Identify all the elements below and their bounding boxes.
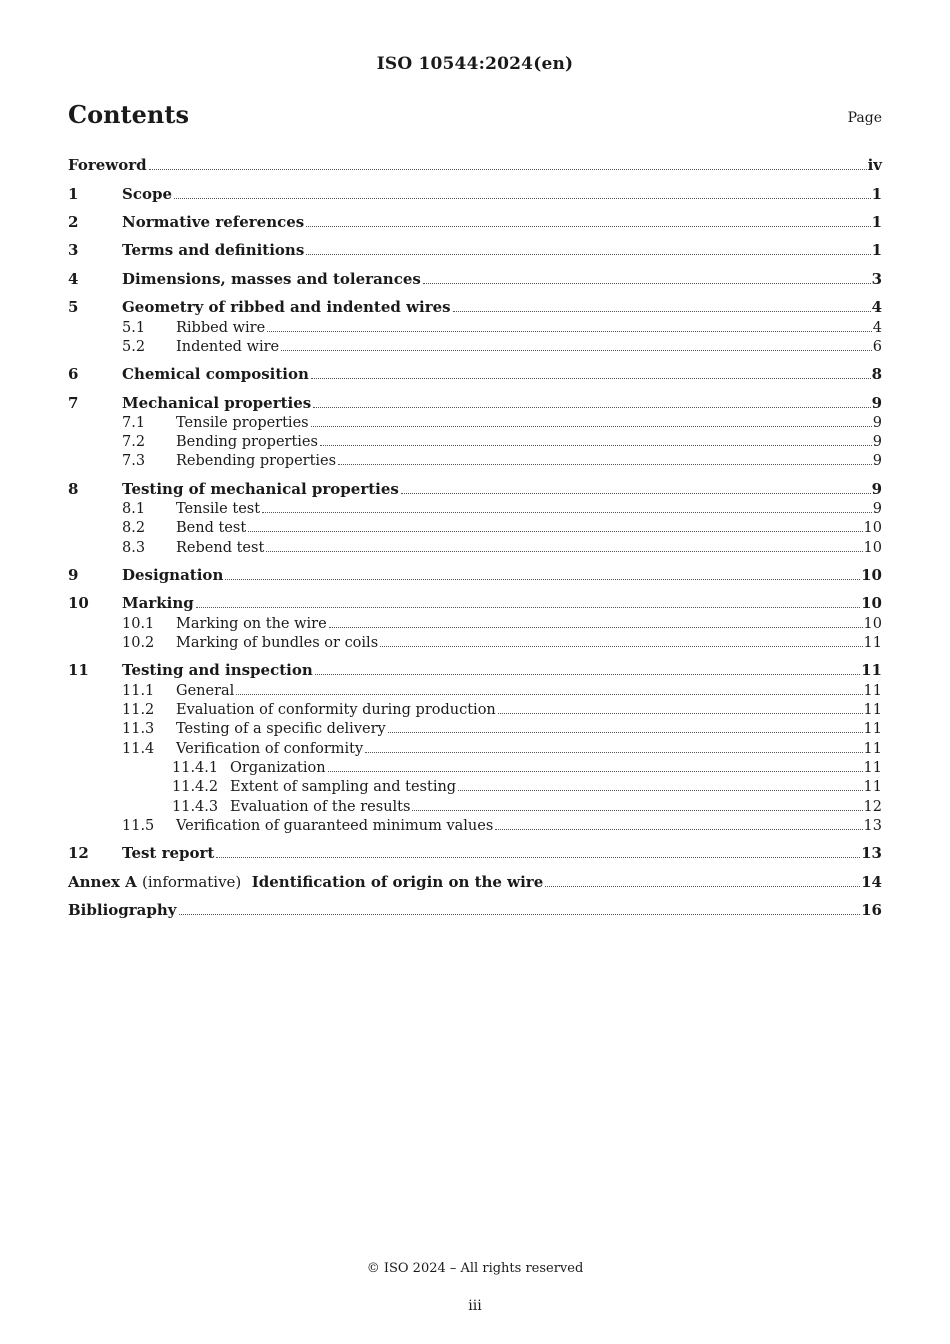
page-column-label: Page (847, 110, 882, 126)
toc-entry[interactable] (68, 316, 882, 336)
toc-entry-title: Designation (122, 566, 224, 584)
toc-entry[interactable] (68, 814, 882, 834)
toc-entry-title: Rebend test (176, 540, 265, 556)
toc-entry[interactable] (68, 183, 882, 203)
toc-entry-number: 6 (68, 365, 79, 383)
toc-entry-page: 9 (872, 453, 882, 469)
dot-leader (196, 607, 860, 608)
toc-entry-number: 8.1 (122, 501, 146, 517)
toc-entry-title: Testing and inspection (122, 661, 313, 679)
toc-entry-number: 7.3 (122, 453, 146, 469)
toc-entry-title: Marking on the wire (176, 616, 327, 632)
toc-entry-page: 10 (863, 520, 882, 536)
toc-entry[interactable] (68, 268, 882, 288)
toc-entry-page: 3 (871, 270, 882, 288)
toc-entry-title: Geometry of ribbed and indented wires (122, 298, 451, 316)
toc-entry[interactable] (68, 478, 882, 498)
toc-entry-page: 11 (861, 661, 882, 679)
toc-entry-title: Verification of guaranteed minimum values (176, 818, 494, 834)
toc-entry-page: 10 (863, 616, 882, 632)
toc-entry-page: 13 (863, 818, 882, 834)
toc-entry-page: 9 (872, 434, 882, 450)
dot-leader (338, 464, 872, 465)
toc-entry-page: 11 (863, 702, 882, 718)
toc-entry-number: 4 (68, 270, 79, 288)
toc-entry-number: 5.2 (122, 339, 146, 355)
toc-entry-number: 3 (68, 241, 79, 259)
toc-entry[interactable] (68, 698, 882, 718)
toc-entry[interactable] (68, 430, 882, 450)
toc-entry-number: 10.2 (122, 635, 155, 651)
toc-entry-page: 1 (871, 185, 882, 203)
dot-leader (311, 426, 872, 427)
toc-entry[interactable] (68, 449, 882, 469)
toc-entry-page: 9 (871, 394, 882, 412)
dot-leader (401, 493, 871, 494)
dot-leader (236, 694, 862, 695)
toc-entry-title: General (176, 683, 235, 699)
dot-leader (380, 646, 862, 647)
dot-leader (281, 350, 872, 351)
toc-entry-page: 10 (861, 594, 882, 612)
toc-entry-title: Bibliography (68, 901, 177, 919)
toc-entry[interactable] (68, 411, 882, 431)
toc-entry-number: 9 (68, 566, 79, 584)
toc-entry-title: Test report (122, 844, 215, 862)
toc-entry-page: 11 (863, 779, 882, 795)
toc-entry-page: 16 (861, 901, 882, 919)
dot-leader (412, 810, 862, 811)
toc-entry-number: 7.1 (122, 415, 146, 431)
toc-entry-number: 11.4.3 (172, 799, 219, 815)
toc-entry-title: Ribbed wire (176, 320, 266, 336)
dot-leader (216, 857, 860, 858)
toc-entry-title: Testing of mechanical properties (122, 480, 399, 498)
toc-entry[interactable] (68, 679, 882, 699)
toc-entry-page: 13 (861, 844, 882, 862)
annex-title: Identification of origin on the wire (251, 873, 544, 891)
toc-entry-title: Bend test (176, 520, 247, 536)
toc-entry-number: 10 (68, 594, 89, 612)
dot-leader (423, 283, 871, 284)
toc-entry-title: Normative references (122, 213, 305, 231)
toc-entry[interactable] (68, 211, 882, 231)
page-number: iii (468, 1298, 482, 1314)
toc-entry-page: 11 (863, 683, 882, 699)
toc-entry-title: Testing of a specific delivery (176, 721, 386, 737)
toc-entry-page: 4 (872, 320, 882, 336)
dot-leader (313, 407, 870, 408)
toc-entry-number: 7.2 (122, 434, 146, 450)
dot-leader (149, 169, 867, 170)
toc-entry-number: 1 (68, 185, 79, 203)
toc-entry[interactable] (68, 363, 882, 383)
toc-entry-page: iv (867, 156, 882, 174)
toc-entry[interactable] (68, 775, 882, 795)
toc-entry-page: 10 (861, 566, 882, 584)
toc-entry-page: 11 (863, 721, 882, 737)
dot-leader (545, 886, 860, 887)
toc-entry[interactable] (68, 296, 882, 316)
toc-entry-page: 1 (871, 213, 882, 231)
toc-entry-number: 10.1 (122, 616, 155, 632)
dot-leader (174, 198, 871, 199)
dot-leader (495, 829, 862, 830)
toc-entry-title: Marking of bundles or coils (176, 635, 379, 651)
toc-entry-page: 9 (872, 415, 882, 431)
toc-entry[interactable] (68, 564, 882, 584)
dot-leader (306, 254, 870, 255)
toc-entry-number: 11.4.1 (172, 760, 219, 776)
dot-leader (365, 752, 862, 753)
dot-leader (453, 311, 871, 312)
toc-entry[interactable] (68, 497, 882, 517)
dot-leader (225, 579, 860, 580)
toc-entry-title: Bending properties (176, 434, 318, 450)
toc-entry-title: Rebending properties (176, 453, 337, 469)
toc-entry[interactable] (68, 592, 882, 612)
toc-entry-number: 8 (68, 480, 79, 498)
toc-entry-title: Dimensions, masses and tolerances (122, 270, 421, 288)
toc-entry-number: 11.1 (122, 683, 155, 699)
toc-entry-page: 11 (863, 635, 882, 651)
toc-entry[interactable] (68, 842, 882, 862)
document-id: ISO 10544:2024(en) (376, 54, 574, 74)
dot-leader (248, 531, 862, 532)
toc-entry-title: Marking (122, 594, 194, 612)
toc-entry-title: Chemical composition (122, 365, 309, 383)
toc-entry-title: Scope (122, 185, 173, 203)
toc-entry[interactable] (68, 899, 882, 919)
toc-entry-number: 8.2 (122, 520, 146, 536)
toc-entry-number: 2 (68, 213, 79, 231)
toc-entry-title: Terms and definitions (122, 241, 305, 259)
dot-leader (179, 914, 861, 915)
toc-entry-page: 4 (871, 298, 882, 316)
toc-entry-title: Organization (230, 760, 326, 776)
toc-entry-number: 5.1 (122, 320, 146, 336)
dot-leader (498, 713, 863, 714)
toc-entry-number: 11.2 (122, 702, 155, 718)
toc-entry-page: 11 (863, 741, 882, 757)
toc-entry[interactable] (68, 756, 882, 776)
toc-entry-page: 8 (871, 365, 882, 383)
toc-entry[interactable] (68, 717, 882, 737)
toc-entry-title: Evaluation of conformity during production (176, 702, 496, 718)
toc-entry-number: 11.5 (122, 818, 155, 834)
toc-entry-title: Indented wire (176, 339, 280, 355)
toc-entry[interactable] (68, 154, 882, 174)
toc-entry[interactable] (68, 659, 882, 679)
toc-entry-page: 11 (863, 760, 882, 776)
toc-entry[interactable] (68, 871, 882, 891)
toc-entry-title: Evaluation of the results (230, 799, 411, 815)
toc-entry-number: 11.4 (122, 741, 155, 757)
dot-leader (315, 674, 860, 675)
dot-leader (262, 512, 872, 513)
contents-title: Contents (68, 100, 189, 129)
toc-entry-title: Verification of conformity (176, 741, 364, 757)
dot-leader (320, 445, 872, 446)
copyright-notice: © ISO 2024 – All rights reserved (366, 1261, 584, 1276)
toc-entry-title (68, 873, 543, 891)
dot-leader (266, 551, 862, 552)
toc-entry[interactable] (68, 239, 882, 259)
toc-entry-number: 12 (68, 844, 89, 862)
toc-entry-page: 12 (863, 799, 882, 815)
toc-entry-page: 6 (872, 339, 882, 355)
toc-entry-number: 8.3 (122, 540, 146, 556)
toc-entry-page: 9 (872, 501, 882, 517)
toc-entry-page: 1 (871, 241, 882, 259)
dot-leader (329, 627, 863, 628)
toc-entry-title: Tensile properties (176, 415, 309, 431)
toc-entry[interactable] (68, 516, 882, 536)
toc-entry-title: Extent of sampling and testing (230, 779, 457, 795)
dot-leader (267, 331, 872, 332)
toc-entry-title: Mechanical properties (122, 394, 312, 412)
toc-entry-number: 11.4.2 (172, 779, 219, 795)
annex-label: Annex A (68, 873, 137, 891)
dot-leader (328, 771, 863, 772)
dot-leader (388, 732, 863, 733)
toc-entry-page: 10 (863, 540, 882, 556)
toc-entry-page: 9 (871, 480, 882, 498)
toc-entry-number: 11 (68, 661, 89, 679)
toc-entry-title: Foreword (68, 156, 147, 174)
toc-entry[interactable] (68, 335, 882, 355)
toc-entry[interactable] (68, 795, 882, 815)
dot-leader (458, 790, 862, 791)
toc-entry-number: 11.3 (122, 721, 155, 737)
toc-entry-number: 5 (68, 298, 79, 316)
toc-entry[interactable] (68, 612, 882, 632)
toc-entry[interactable] (68, 392, 882, 412)
toc-entry[interactable] (68, 631, 882, 651)
toc-entry-title: Tensile test (176, 501, 261, 517)
toc-entry-number: 7 (68, 394, 79, 412)
toc-entry[interactable] (68, 536, 882, 556)
dot-leader (311, 378, 871, 379)
toc-entry-page: 14 (861, 873, 882, 891)
toc-entry[interactable] (68, 737, 882, 757)
annex-annotation: (informative) (142, 873, 242, 891)
dot-leader (306, 226, 870, 227)
